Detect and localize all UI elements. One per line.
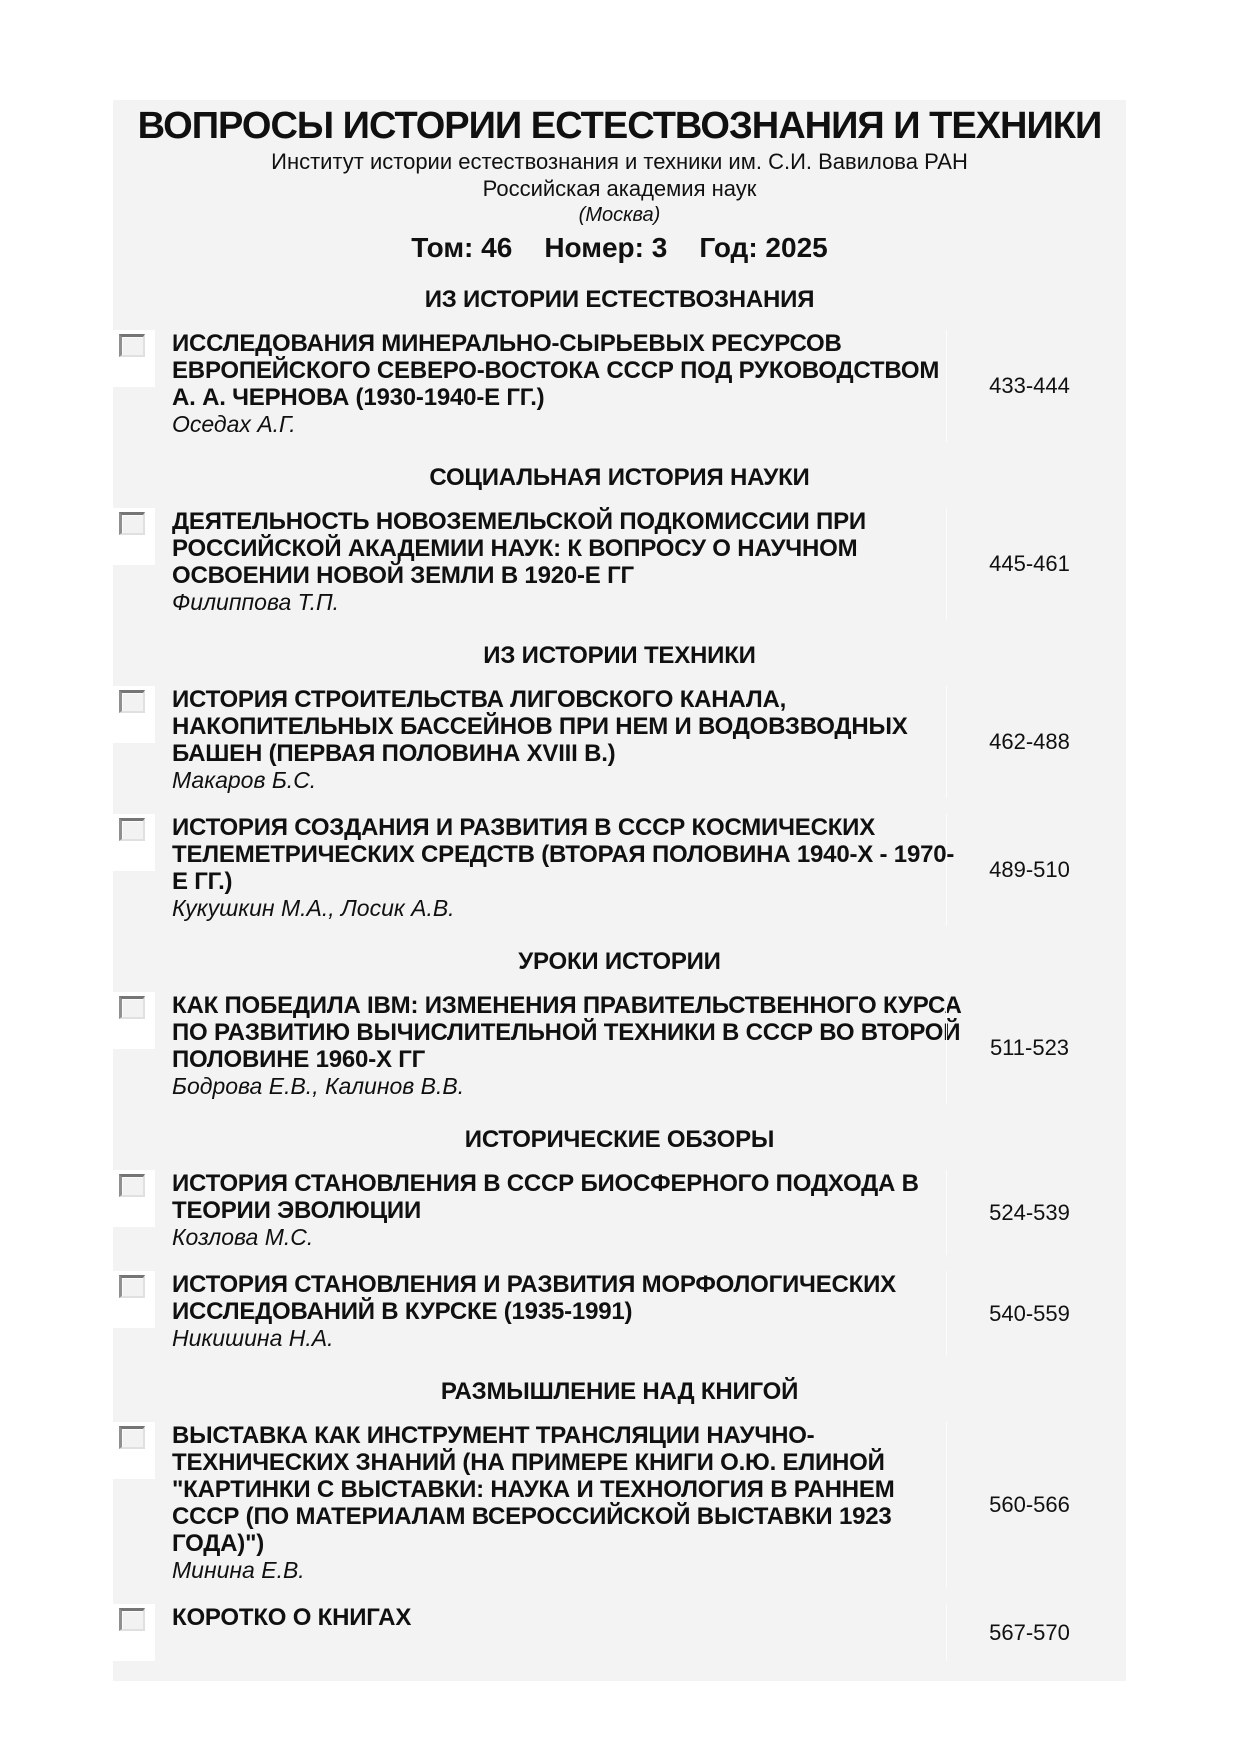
section-title: УРОКИ ИСТОРИИ (518, 948, 721, 975)
article-pages: 511-523 (989, 1035, 1070, 1060)
academy-line: Российская академия наук (482, 176, 757, 201)
article-pages-cell (946, 508, 1126, 620)
article-title (172, 1170, 938, 1224)
article-title-line: НАКОПИТЕЛЬНЫХ БАССЕЙНОВ ПРИ НЕМ И ВОДОВЗВОДНЫХ (172, 713, 908, 740)
journal-title: ВОПРОСЫ ИСТОРИИ ЕСТЕСТВОЗНАНИЯ И ТЕХНИКИ (137, 105, 1102, 147)
article-title-line: КОРОТКО О КНИГАХ (172, 1604, 412, 1631)
section-title: РАЗМЫШЛЕНИЕ НАД КНИГОЙ (440, 1378, 799, 1405)
article-pages: 462-488 (989, 729, 1070, 754)
article-select-checkbox[interactable] (119, 996, 145, 1019)
section-row (113, 464, 1126, 492)
toc-list (113, 286, 1126, 1661)
article-checkbox-cell (113, 330, 155, 387)
article-row (113, 1604, 1126, 1661)
article-title-line: Е ГГ.) (172, 868, 233, 895)
article-select-checkbox[interactable] (119, 334, 145, 357)
article-info (155, 508, 946, 620)
article-pages-cell (946, 686, 1126, 798)
article-title-line: РОССИЙСКОЙ АКАДЕМИИ НАУК: К ВОПРОСУ О НАУЧНОМ (172, 535, 858, 562)
city-line: (Москва) (578, 204, 661, 226)
article-title-line: А. А. ЧЕРНОВА (1930-1940-Е ГГ.) (172, 384, 545, 411)
number-label: Номер: 3 (544, 232, 668, 263)
article-checkbox-cell (113, 686, 155, 743)
article-title-line: ТЕЛЕМЕТРИЧЕСКИХ СРЕДСТВ (ВТОРАЯ ПОЛОВИНА 1940-Х - 1970- (172, 841, 955, 868)
article-authors: Кукушкин М.А., Лосик А.В. (172, 895, 455, 921)
article-pages: 433-444 (989, 373, 1070, 398)
article-pages: 560-566 (989, 1492, 1070, 1517)
section-row (113, 286, 1126, 314)
article-authors: Никишина Н.А. (172, 1325, 334, 1351)
section-row (113, 642, 1126, 670)
article-pages-cell (946, 1271, 1126, 1356)
article-info (155, 1604, 946, 1661)
article-title-line: ДЕЯТЕЛЬНОСТЬ НОВОЗЕМЕЛЬСКОЙ ПОДКОМИССИИ ПРИ (172, 508, 866, 535)
article-title-line: ПОЛОВИНЕ 1960-Х ГГ (172, 1046, 426, 1073)
section-title: ИЗ ИСТОРИИ ЕСТЕСТВОЗНАНИЯ (424, 286, 815, 313)
article-pages: 489-510 (989, 857, 1070, 882)
article-authors: Минина Е.В. (172, 1557, 305, 1583)
article-select-checkbox[interactable] (119, 512, 145, 535)
article-row (113, 1271, 1126, 1356)
article-select-checkbox[interactable] (119, 1174, 145, 1197)
article-row (113, 814, 1126, 926)
article-info (155, 1422, 946, 1588)
article-select-checkbox[interactable] (119, 690, 145, 713)
article-pages: 445-461 (989, 551, 1070, 576)
section-row (113, 1126, 1126, 1154)
article-row (113, 992, 1126, 1104)
article-checkbox-cell (113, 1271, 155, 1328)
article-row (113, 508, 1126, 620)
section-title: СОЦИАЛЬНАЯ ИСТОРИЯ НАУКИ (429, 464, 810, 491)
article-title-line: ГОДА)") (172, 1530, 265, 1557)
article-pages: 540-559 (989, 1300, 1070, 1326)
article-title (172, 1271, 938, 1325)
article-pages-cell (946, 1604, 1126, 1661)
article-title-line: ИСТОРИЯ СТРОИТЕЛЬСТВА ЛИГОВСКОГО КАНАЛА, (172, 686, 787, 713)
section-title: ИЗ ИСТОРИИ ТЕХНИКИ (483, 642, 756, 669)
article-row (113, 1170, 1126, 1255)
article-title-line: ИСТОРИЯ СТАНОВЛЕНИЯ В СССР БИОСФЕРНОГО ПОДХОДА В (172, 1170, 919, 1197)
article-checkbox-cell (113, 1604, 155, 1661)
article-title-line: БАШЕН (ПЕРВАЯ ПОЛОВИНА XVIII В.) (172, 740, 616, 767)
journal-header (113, 100, 1126, 264)
article-title-line: КАК ПОБЕДИЛА IBM: ИЗМЕНЕНИЯ ПРАВИТЕЛЬСТВЕННОГО КУРСА (172, 992, 962, 1019)
section-row (113, 1378, 1126, 1406)
article-pages-cell (946, 1170, 1126, 1255)
article-checkbox-cell (113, 1170, 155, 1227)
article-title (172, 814, 955, 895)
article-info (155, 814, 955, 926)
article-title-line: ОСВОЕНИИ НОВОЙ ЗЕМЛИ В 1920-Е ГГ (172, 562, 634, 589)
article-row (113, 686, 1126, 798)
article-select-checkbox[interactable] (119, 818, 145, 841)
article-title-line: ТЕОРИИ ЭВОЛЮЦИИ (172, 1197, 422, 1224)
volume-label: Том: 46 (411, 232, 513, 263)
article-authors: Козлова М.С. (172, 1224, 314, 1250)
issue-info (113, 231, 1126, 264)
article-authors: Филиппова Т.П. (172, 589, 340, 615)
section-row (113, 948, 1126, 976)
article-select-checkbox[interactable] (119, 1426, 145, 1449)
article-title-line: СССР (ПО МАТЕРИАЛАМ ВСЕРОССИЙСКОЙ ВЫСТАВКИ 1923 (172, 1503, 892, 1530)
article-pages-cell (946, 992, 1126, 1104)
article-pages-cell (946, 1422, 1126, 1588)
article-select-checkbox[interactable] (119, 1275, 145, 1298)
article-checkbox-cell (113, 992, 155, 1049)
article-title-line: ЕВРОПЕЙСКОГО СЕВЕРО-ВОСТОКА СССР ПОД РУКОВОДСТВОМ (172, 357, 940, 384)
journal-toc-page (113, 100, 1126, 1681)
article-title (172, 508, 938, 589)
article-row (113, 330, 1126, 442)
article-title-line: ИСТОРИЯ СОЗДАНИЯ И РАЗВИТИЯ В СССР КОСМИЧЕСКИХ (172, 814, 876, 841)
article-title (172, 992, 962, 1073)
article-title-line: ИССЛЕДОВАНИЯ МИНЕРАЛЬНО-СЫРЬЕВЫХ РЕСУРСОВ (172, 330, 842, 357)
article-authors: Макаров Б.С. (172, 767, 317, 793)
article-title (172, 686, 938, 767)
article-info (155, 1170, 946, 1255)
article-checkbox-cell (113, 508, 155, 565)
article-checkbox-cell (113, 814, 155, 871)
article-pages-cell (946, 330, 1126, 442)
institute-line: Институт истории естествознания и техники им. С.И. Вавилова РАН (271, 149, 968, 174)
article-title-line: ПО РАЗВИТИЮ ВЫЧИСЛИТЕЛЬНОЙ ТЕХНИКИ В СССР ВО ВТОРОЙ (172, 1019, 961, 1046)
article-title-line: ИСТОРИЯ СТАНОВЛЕНИЯ И РАЗВИТИЯ МОРФОЛОГИЧЕСКИХ (172, 1271, 896, 1298)
article-title (172, 1422, 938, 1557)
article-title (172, 330, 938, 411)
article-title-line: "КАРТИНКИ С ВЫСТАВКИ: НАУКА И ТЕХНОЛОГИЯ В РАННЕМ (172, 1476, 895, 1503)
article-checkbox-cell (113, 1422, 155, 1479)
article-info (155, 1271, 946, 1356)
article-info (155, 992, 962, 1104)
article-info (155, 330, 946, 442)
article-title-line: ИССЛЕДОВАНИЙ В КУРСКЕ (1935-1991) (172, 1298, 633, 1325)
article-info (155, 686, 946, 798)
article-title-line: ВЫСТАВКА КАК ИНСТРУМЕНТ ТРАНСЛЯЦИИ НАУЧНО- (172, 1422, 815, 1449)
article-pages: 567-570 (989, 1619, 1070, 1645)
article-pages-cell (946, 814, 1126, 926)
article-row (113, 1422, 1126, 1588)
year-label: Год: 2025 (699, 232, 828, 263)
article-title-line: ТЕХНИЧЕСКИХ ЗНАНИЙ (НА ПРИМЕРЕ КНИГИ О.Ю. ЕЛИНОЙ (172, 1449, 885, 1476)
article-authors: Бодрова Е.В., Калинов В.В. (172, 1073, 465, 1099)
article-select-checkbox[interactable] (119, 1608, 145, 1631)
section-title: ИСТОРИЧЕСКИЕ ОБЗОРЫ (464, 1126, 775, 1153)
article-authors: Оседах А.Г. (172, 411, 296, 437)
article-title (172, 1604, 938, 1631)
article-pages: 524-539 (989, 1199, 1070, 1225)
